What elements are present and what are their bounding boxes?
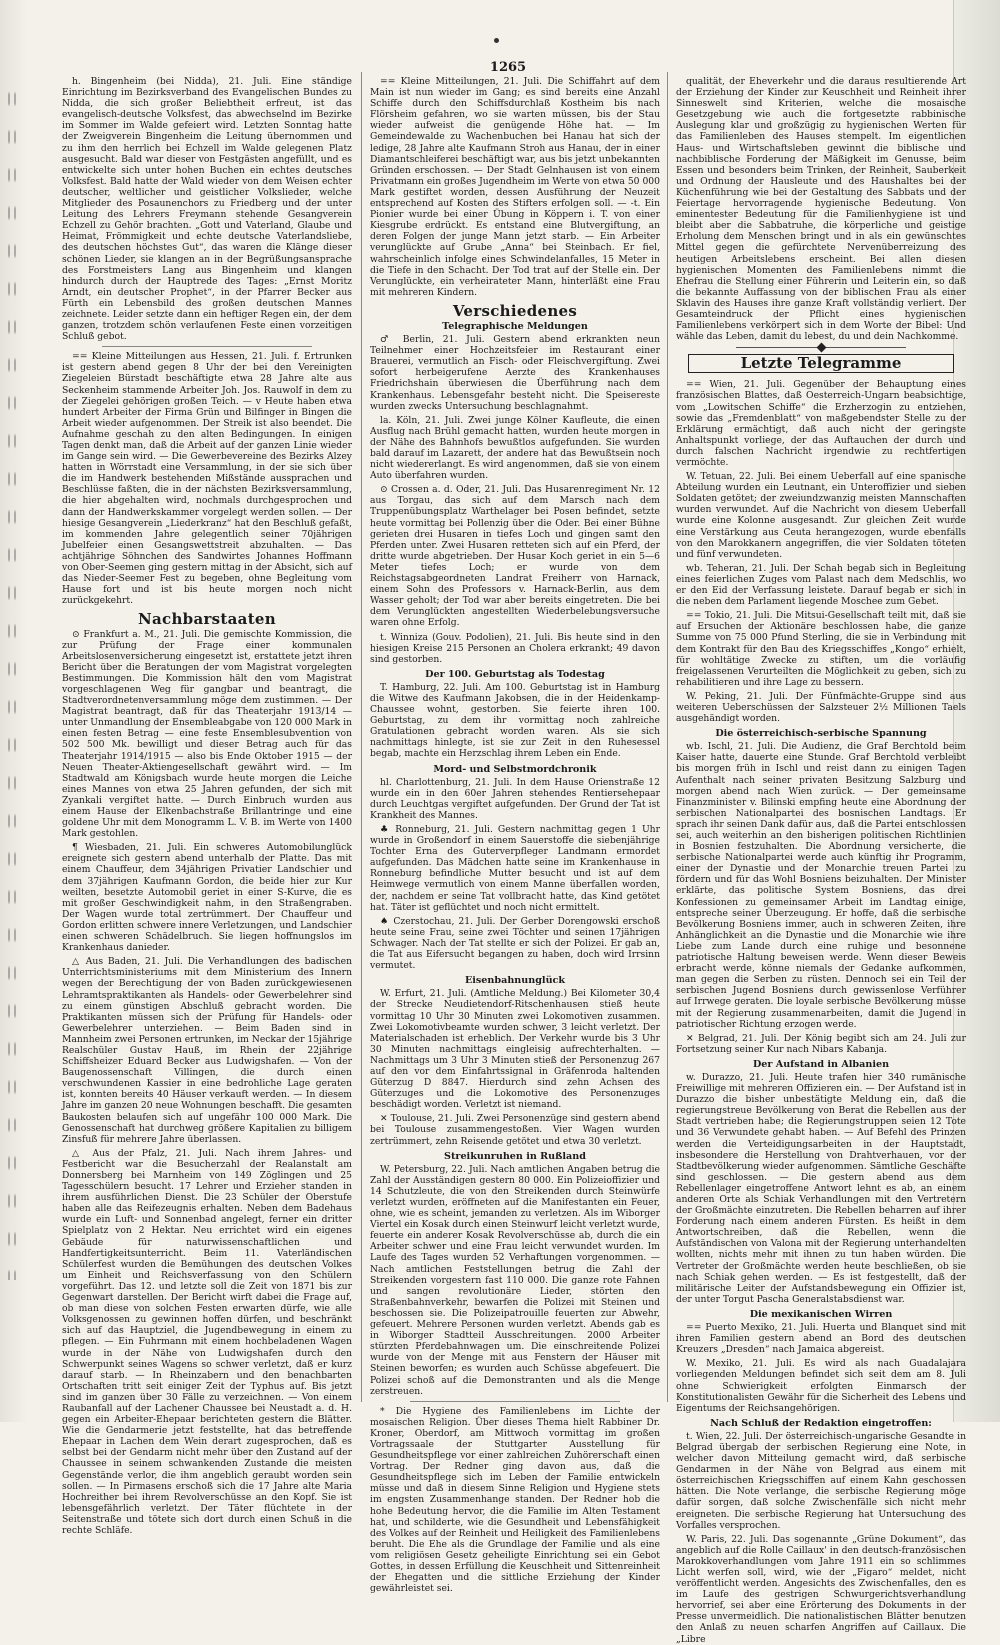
divider-diamond-icon — [817, 343, 827, 353]
article-crossen: ⊙ Crossen a. d. Oder, 21. Juli. Das Husarenregiment Nr. 12 aus Torgau, das sich auf dem Marsch nach dem Truppenübungsplatz Warthelager bei Posen befindet, setzte heute vormittag bei Pollenzig über die Oder. Bei einer Bühne gerieten drei Husaren in tiefes Loch und gingen samt den Pferden unter. Zwei Husaren retteten sich auf ein Pferd, der dritte wurde abgetrieben. Der Husar Koch geriet in ein 5—6 Meter tiefes Loch; er wurde von dem Reichstagsabgeordneten Landrat Freiherr von Harnack, einem Sohn des Professors v. Harnack-Berlin, aus dem Wasser geholt; der Tod war aber bereits eingetreten. Die bei dem Verunglückten angestellten Wiederbelebungsversuche waren ohne Erfolg. — [370, 484, 660, 629]
column-left — [62, 76, 352, 1536]
subheading-redaktionsschluss: Nach Schluß der Redaktion eingetroffen: — [710, 1417, 932, 1429]
column-rule — [667, 72, 668, 1402]
article-pfalz: △ Aus der Pfalz, 21. Juli. Nach ihrem Jahres- und Festbericht war die Besucherzahl der Realanstalt am Donnersberg bei Marnheim von 149 Zöglingen und 25 Tagesschülern besucht. 17 Lehrer und Erzieher standen in ihrem ausführlichen Dienst. Die 23 Schüler der Oberstufe haben alle das Reifezeugnis erhalten. Neben dem Badehaus wurde ein Luft- und Sonnenbad angelegt, ferner ein dritter Spielplatz von 2 Hektar. Neu errichtet wird ein eigenes Gebäude für naturwissenschaftlichen und Handfertigkeitsunterricht. Beim 11. Vaterländischen Schülerfest wurden die Bemühungen des deutschen Volkes um Einheit und Reichsverfassung von den Schülern vorgeführt. Das 12. und letzte soll die Zeit von 1871 bis zur Gegenwart darstellen. Der Bericht wirft dabei die Frage auf, ob man diese von solchen Festen erwarten dürfe, wie alle Volksgenossen zu gewinnen hoffen dürfen, und beschränkt sich auf das Hauptziel, die Jugendbewegung in einem zu pflegen. — Ein Fuhrmann mit einem hochbeladenen Wagen wurde in der Nähe von Ludwigshafen durch den Schwerpunkt seines Wagens so schwer verletzt, daß er kurz darauf starb. — In Rheinzabern und den benachbarten Ortschaften tritt seit einiger Zeit der Typhus auf. Bis jetzt sind im ganzen über 30 Fälle zu verzeichnen. — Von einem Raubanfall auf der Lachener Chaussee bei Neustadt a. d. H. gegen ein Arbeiter-Ehepaar berichteten gestern die Blätter. Wie die Gendarmerie jetzt feststellte, hat das betreffende Ehepaar in Lachen dem Wein derart zugesprochen, daß es selbst bei der Gendarm nicht mehr über den Zustand auf der Chaussee in seinem schwankenden Zustande die meisten Gegenstände verlor, die ihm angeblich geraubt worden sein sollen. — In Pirmasens erschoß sich die 17 Jahre alte Maria Hochreither bei ihrem Revolverschüsse an den Kopf. Sie ist lebensgefährlich verletzt. Der Täter flüchtete in der Seitenstraße und tötete sich dort durch einen Schuß in die rechte Schläfe. — [62, 1147, 352, 1536]
article-ischl: wb. Ischl, 21. Juli. Die Audienz, die Graf Berchtold beim Kaiser hatte, dauerte eine Stunde. Graf Berchtold verbleibt bis morgen früh in Ischl und reist dann zu einigen Tagen Aufenthalt nach seiner privaten Besitzung Salzburg und morgen abend nach Wien zurück. — Der gemeinsame Finanzminister v. Bilinski empfing heute eine Abordnung der serbischen Nationalpartei des bosnischen Landtags. Er sprach ihr seinen Dank dafür aus, daß die Partei entschlossen sei, auch weiterhin an den bisherigen politischen Richtlinien in Bosnien festzuhalten. Die Abordnung versicherte, die serbische Nationalpartei werde auch künftig ihr Programm, einer der Dynastie und der Monarchie treuen Partei zu fördern und für das Wohl Bosniens beizuhalten. Der Minister erklärte, das politische System Bosniens, das drei Konfessionen zu gemeinsamer Arbeit im Landtag einige, entspreche seiner Überzeugung. Er hoffe, daß die serbische Bevölkerung Bosniens immer, auch in schweren Zeiten, ihre Anhänglichkeit an die Dynastie und die Monarchie wie ihre Liebe zum Lande durch eine ruhige und besonnene patriotische Haltung beweisen werde. Wenn dieser Beweis erbracht werde, könne niemals der Gedanke aufkommen, man gegen die Serben zu rüsten. Dennoch sei ein Teil der serbischen Jugend Bosniens durch gewissenlose Verführer auf Irrwege geraten. Die loyale serbische Bevölkerung müsse mit der Regierung zusammenarbeiten, damit die Jugend in patriotischer Richtung erzogen werde. — [676, 741, 966, 1030]
article-paris: W. Paris, 22. Juli. Das sogenannte „Grüne Dokument“, das angeblich auf die Rolle Caillaux' in den deutsch-französischen Marokkoverhandlungen vom Jahre 1911 ein so schlimmes Licht werfen soll, wird, wie der „Figaro“ meldet, nicht veröffentlicht werden. Angesichts des Zwischenfalles, den es im Laufe des gestrigen Schwurgerichtsverhandlung hervorrief, sei aber eine Erörterung des Dokuments in der Presse unvermeidlich. Die nationalistischen Blätter benutzen den Anlaß zu neuen scharfen Angriffen auf Caillaux. Die „Libre — [676, 1533, 966, 1645]
binding-holes — [6, 80, 20, 1280]
article-baden: △ Aus Baden, 21. Juli. Die Verhandlungen des badischen Unterrichtsministeriums mit dem Ministerium des Innern wegen der Berechtigung der von Baden zurückgewiesenen Lehramtspraktikanten als Handels- oder Gewerbelehrer sind zu einem günstigen Abschluß gebracht worden. Die Praktikanten müssen sich der Prüfung für Handels- oder Gewerbelehrer unterziehen. — Beim Baden sind in Mannheim zwei Personen ertrunken, im Neckar der 15jährige Realschüler Gustav Hauß, im Rhein der 22jährige Schiffsheizer Eduard Becker aus Ludwigshafen. — Von der Baugenossenschaft Villingen, die durch einen verschwundenen Kassier in eine bedrohliche Lage geraten ist, konnten bereits 40 Häuser verkauft werden. — In diesem Jahre im ganzen 20 neue Wohnungen beschafft. Die gesamten Baukosten belaufen sich auf ungefähr 100 000 Mark. Die Genossenschaft hat durchweg größere Kapitalien zu billigem Zinsfuß für mehrere Jahre überlassen. — [62, 956, 352, 1145]
article-teheran: wb. Teheran, 21. Juli. Der Schah begab sich in Begleitung eines feierlichen Zuges vom Palast nach dem Medschlis, wo er den Eid der Verfassung leistete. Darauf begab er sich in die neben dem Parlament liegende Moschee zum Gebet. — [676, 562, 966, 608]
subheading-mexikanisch: Die mexikanischen Wirren — [749, 1308, 893, 1320]
subheading-mord: Mord- und Selbstmordchronik — [433, 763, 597, 775]
article-hygiene-continued: qualität, der Eheverkehr und die daraus resultierende Art der Erziehung der Kinder zur Keuschheit und Reinheit ihrer Sinneswelt sind Kriterien, welche die mosaische Gesetzgebung wie auch die fortgesetzte rabbinische Auslegung klar und großzügig zu hygienischen Werten für das Familienleben des Hauses stempelt. Im eigentlichen Haus- und Wirtschaftsleben gewinnt die biblische und nachbiblische Forderung der Mäßigkeit im Genusse, beim Essen und besonders beim Trinken, der Reinheit, Sauberkeit und Ordnung der Hausleute und des Haushaltes bei der Küchenführung wie bei der Gestaltung des Sabbats und der Feiertage hervorragende hygienische Bedeutung. Von eminentester Bedeutung für die Familienhygiene ist und bleibt aber die Sabbatruhe, die körperliche und geistige Erholung dem Menschen bringt und in als ein gewünschtes Mittel gegen die gefürchtete Nervenüberreizung des heutigen Arbeitslebens erscheint. Bei allen diesen hygienischen Momenten des Familienlebens nimmt die Ehefrau die Stellung einer Führerin und Leiterin ein, so daß die bekannte Auffassung von der biblischen Frau als einer Sklavin des Hauses ihre ganze Kraft vollständig verliert. Der Gesamteindruck der Pflicht eines hygienischen Familienlebens verkörpert sich in dem Worte der Bibel: Und wähle das Leben, damit du lebest, du und dein Nachkomme. — [676, 76, 966, 343]
article-tokio: == Tokio, 21. Juli. Die Mitsui-Gesellschaft teilt mit, daß sie auf Ersuchen der Aktionäre beschlossen habe, die ganze Summe von 75 000 Pfund Sterling, die sie in Verbindung mit dem Kontrakt für den Bau des Kriegsschiffes „Kongo“ erhielt, für wohltätige Zwecke zu stiften, um die vorläufig freigelassenen Verurteilten die Möglichkeit zu geben, sich zu rehabilitieren und ihre Lage zu bessern. — [676, 610, 966, 688]
article-puerto-mexiko: == Puerto Mexiko, 21. Juli. Huerta und Blanquet sind mit ihren Familien gestern abend an Bord des deutschen Kreuzers „Dresden“ nach Jamaica abgereist. — [676, 1322, 966, 1356]
column-right — [676, 76, 966, 1645]
section-divider — [736, 347, 906, 348]
article-koeln: la. Köln, 21. Juli. Zwei junge Kölner Kaufleute, die einen Ausflug nach Brühl gemacht hatten, wurden heute morgen in der Nähe des Bahnhofs bewußtlos aufgefunden. Sie wurden bald darauf im Lazarett, der andere hat das Bewußtsein noch nicht wiedererlangt. Es wird angenommen, daß sie von einem Auto überfahren wurden. — [370, 414, 660, 482]
article-tetuan: W. Tetuan, 22. Juli. Bei einem Ueberfall auf eine spanische Abteilung wurden ein Leutnant, ein Unteroffizier und sieben Soldaten getötet; der zweiundzwanzig meisten Mannschaften wurden verwundet. Auf die Nachricht von diesem Ueberfall wurde eine Kolonne ausgesandt. Zur gleichen Zeit wurde eine Verstärkung aus Ceuta herangezogen, wurde ebenfalls von den Marokkanern angegriffen, die vier Soldaten töteten und fünf verwundeten. — [676, 471, 966, 560]
subheading-albanien: Der Aufstand in Albanien — [752, 1058, 890, 1070]
article-czerstochau: ♠ Czerstochau, 21. Juli. Der Gerber Dorengowski erschoß heute seine Frau, seine zwei Töchter und seinen 17jährigen Schwager. Nach der Tat stellte er sich der Polizei. Er gab an, die Tat aus Eifersucht begangen zu haben, doch wird Irrsinn vermutet. — [370, 915, 660, 972]
section-heading-letzte-telegramme: Letzte Telegramme — [688, 354, 954, 373]
article-kleine-mitteilungen: == Kleine Mitteilungen, 21. Juli. Die Schiffahrt auf dem Main ist nun wieder im Gang; es sind bereits eine Anzahl Schiffe durch den Schiffsdurchlaß Kostheim bis nach Flörsheim gefahren, wo sie warten müssen, bis der Stau wieder aufweist die genügende Höhe hat. — Im Gemeindewalde zu Wachenbuchen bei Hanau hat sich der ledige, 28 Jahre alte Kaufmann Stroh aus Hanau, der in einer Diamantschleiferei beschäftigt war, aus bis jetzt unbekannten Gründen erschossen. — Der Stadt Gelnhausen ist von einem Privatmann ein großes Jugendheim im Werte von etwa 50 000 Mark gestiftet worden, dessen Ausführung der Neuzeit entsprechend auf Kosten des Stifters erfolgen soll. — -t. Ein Pionier wurde bei einer Übung in Köppern i. T. von einer Kiesgrube erdrückt. Es entstand eine Blutvergiftung, an deren Folgen der junge Mann jetzt starb. — Ein Arbeiter verunglückte auf Grube „Anna“ bei Steinbach. Er fiel, wahrscheinlich infolge eines Schwindelanfalles, 15 Meter in die Tiefe in den Schacht. Der Tod trat auf der Stelle ein. Der Verunglückte, ein verheirateter Mann, hinterläßt eine Frau mit mehreren Kindern. — [370, 76, 660, 298]
subheading-streikunruhen: Streikunruhen in Rußland — [444, 1150, 586, 1162]
subheading-geburtstag: Der 100. Geburtstag als Todestag — [425, 668, 605, 680]
article-durazzo: w. Durazzo, 21. Juli. Heute trafen hier 340 rumänische Freiwillige mit mehreren Offizieren ein. — Der Aufstand ist in Durazzo die bisher unbestätigte Meldung ein, daß die regierungstreue Bevölkerung von Berat die Rebellen aus der Stadt vertrieben habe; die Regierungstruppen seien 12 Tote und 36 Verwundete gehabt haben. — Auf Befehl des Prinzen werden die Verteidigungsarbeiten in der Hauptstadt, insbesondere die Herstellung von Drahtverhauen, vor der Stadtbevölkerung wieder aufgenommen. Sämtliche Geschäfte sind geschlossen. — Die gestern abend aus dem Rebellenlager eingetroffene Antwort lehnt es ab, an einem anderen Orte als Schiak Verhandlungen mit den Vertretern der Großmächte einzutreten. Die Rebellen beharren auf ihrer Forderung nach einem anderen Fürsten. Es heißt in dem Antwortschreiben, daß die Rebellen, wenn die Aufständischen von Valona mit der Regierung unterhandelten wollten, nichts mehr mit ihnen zu tun haben würden. Die Vertreter der Großmächte werden heute beschließen, ob sie nach Schiak gehen werden. — Es ist festgestellt, daß der militärische Leiter der Aufstandsbewegung ein Offizier ist, der unter Torgut Pascha Generalstabsdienst war. — [676, 1071, 966, 1305]
column-middle — [370, 76, 660, 1595]
article-winniza: t. Winniza (Gouv. Podolien), 21. Juli. Bis heute sind in den hiesigen Kreise 215 Personen an Cholera erkrankt; 49 davon sind gestorben. — [370, 631, 660, 665]
section-heading-nachbarstaaten: Nachbarstaaten — [138, 610, 276, 629]
article-belgrad: ✕ Belgrad, 21. Juli. Der König begibt sich am 24. Juli zur Fortsetzung seiner Kur nach Nibars Kabanja. — [676, 1032, 966, 1055]
article-mexiko: W. Mexiko, 21. Juli. Es wird als nach Guadalajara vorliegenden Meldungen befindet sich seit dem am 8. Juli ohne Schwierigkeit erfolgten Einmarsch der Konstitutionalisten Gewähr für die Sicherheit des Lebens und Eigentums der Reichsangehörigen. — [676, 1358, 966, 1414]
section-heading-verschiedenes: Verschiedenes — [452, 301, 578, 320]
article-wien: == Wien, 21. Juli. Gegenüber der Behauptung eines französischen Blattes, daß Oesterreich-Ungarn beabsichtige, vom „Lowitschen Schiffe“ die Erzherzogin zu entziehen, sowie das „Fremdenblatt“ von maßgebendster Stelle zu der Erklärung ermächtigt, daß auch nicht der geringste Anhaltspunkt vorliege, der das Auftauchen der durch und durch falschen Nachricht irgendwie zu rechtfertigen vermöchte. — [676, 379, 966, 468]
subheading-spannung: Die österreichisch-serbische Spannung — [715, 728, 927, 740]
article-erfurt: W. Erfurt, 21. Juli. (Amtliche Meldung.) Bei Kilometer 30,4 der Strecke Neudietendorf-Ritschenhausen stieß heute vormittag 10 Uhr 30 Minuten zwei Lokomotiven zusammen. Zwei Lokomotivbeamte wurden schwer, 3 leicht verletzt. Der Materialschaden ist erheblich. Der Verkehr wurde bis 3 Uhr 30 Minuten nachmittags eingleisig aufrechterhalten. — Nachmittags um 3 Uhr 3 Minuten stieß der Personenzug 267 auf den vor dem Einfahrtssignal in Gräfenroda haltenden Güterzug D 8847. Hierdurch sind zehn Achsen des Güterzuges und die Lokomotive des Personenzuges beschädigt worden. Verletzt ist niemand. — [370, 988, 660, 1111]
article-frankfurt: ⊙ Frankfurt a. M., 21. Juli. Die gemischte Kommission, die zur Prüfung der Frage einer kommunalen Arbeitslosenversicherung eingesetzt ist, erstattete jetzt ihren Bericht über die Beratungen der vom Magistrat vorgelegten Bestimmungen. Die Kommission hält den vom Magistrat vorgeschlagenen Weg für gangbar und beantragt, die Stadtverordnetenversammlung möge dem zustimmen. — Der Magistrat beantragt, daß für das Theaterjahr 1913/14 — unter Unmandlung der Ensembleabgabe von 120 000 Mark in einen festen Betrag — eine feste Ensemblesubvention von 502 500 Mk. bewilligt und dieser Betrag auch für das Theaterjahr 1914/1915 — also bis Ende Oktober 1915 — der Neuen Theater-Aktiengesellschaft gewährt wird. — Im Stadtwald am Königsbach wurde heute morgen die Leiche eines Mannes von etwa 25 Jahren gefunden, der sich mit Zyankali vergiftet hatte. — Durch Einbruch wurden aus einem Hause der Elkenbachstraße Brillantringe und eine goldene Uhr mit dem Monogramm L. V. B. im Werte von 1400 Mark gestohlen. — [62, 628, 352, 840]
article-petersburg: W. Petersburg, 22. Juli. Nach amtlichen Angaben betrug die Zahl der Ausständigen gestern 80 000. Ein Polizeioffizier und 14 Schutzleute, die von den Streikenden durch Steinwürfe verletzt wurden, eröffneten auf die Manifestanten ein Feuer, ohne, wie es scheint, jemanden zu verletzen. Als im Wiborger Viertel ein Kosak durch einen Steinwurf leicht verletzt wurde, feuerte ein anderer Kosak Revolverschüsse ab, durch die ein Arbeiter schwer und eine Frau leicht verwundet wurden. Im Laufe des Tages wurden 52 Verhaftungen vorgenommen. — Nach amtlichen Feststellungen betrug die Zahl der Streikenden vorgestern fast 110 000. Die ganze rote Fahnen und sangen revolutionäre Lieder, störten den Straßenbahnverkehr, bewarfen die Polizei mit Steinen und beschossen sie. Die Polizeipatrouille feuerten zur Abwehr, gefeuert. Mehrere Personen wurden verletzt. Abends gab es in Wiborger Stadtteil Ausschreitungen. 2000 Arbeiter stürzten Pferdebahnwagen um. Die einschreitende Polizei wurde von der Menge mit aus Fenstern der Häuser mit Steinen beworfen; es wurden auch Schüsse abgefeuert. Die Polizei schoß auf die Demonstranten und als die Menge zerstreuen. — [370, 1163, 660, 1397]
article-wien-note: t. Wien, 22. Juli. Der österreichisch-ungarische Gesandte in Belgrad übergab der serbischen Regierung eine Note, in welcher davon Mitteilung gemacht wird, daß serbische Gendarmen in der Nähe von Belgrad aus einem mit österreichischen Kriegsschiffen auf einem Kahn geschossen hätten. Die Note verlange, die serbische Regierung möge dafür sorgen, daß solche Zwischenfälle sich nicht mehr ereigneten. Die serbische Regierung hat Untersuchung des Vorfalles versprochen. — [676, 1430, 966, 1531]
article-hygiene: * Die Hygiene des Familienlebens im Lichte der mosaischen Religion. Über dieses Thema hielt Rabbiner Dr. Kroner, Oberdorf, am Mittwoch vormittag im großen Vortragssaale der Stuttgarter Ausstellung für Gesundheitspflege vor einer zahlreichen Zuhörerschaft einen Vortrag. Der Redner ging davon aus, daß die Gesundheitspflege sich im Leben der Familie entwickeln müsse und daß in diesem Sinne Religion und Hygiene stets im engsten Zusammenhange standen. Der Redner hob die hohe Bedeutung hervor, die die Familie im Alten Testament hat, und schilderte, wie die Gesundheit und Lebensfähigkeit des Volkes auf der Reinheit und Heiligkeit des Familienlebens beruht. Die Ehe als die Grundlage der Familie und als eine vom religiösen Gesetz geheiligte Einrichtung sei ein Gebot Gottes, in dessen Erfüllung die Keuschheit und Sittenreinheit der Ehegatten und die sittliche Erziehung der Kinder gewährleistet sei. — [370, 1405, 660, 1595]
subheading-eisenbahn: Eisenbahnunglück — [464, 975, 566, 987]
article-peking: W. Peking, 21. Juli. Der Fünfmächte-Gruppe sind aus weiteren Ueberschüssen der Salzsteuer 2½ Millionen Taels ausgehändigt worden. — [676, 690, 966, 725]
subheading-telegraphische: Telegraphische Meldungen — [442, 320, 588, 332]
article-charlottenburg: hl. Charlottenburg, 21. Juli. In dem Hause Orienstraße 12 wurde ein in den 60er Jahren stehendes Rentiersehepaar durch Leuchtgas vergiftet aufgefunden. Der Grund der Tat ist Krankheit des Mannes. — [370, 776, 660, 821]
column-rule — [361, 72, 362, 1402]
article-ronneburg: ♣ Ronneburg, 21. Juli. Gestern nachmittag gegen 1 Uhr wurde in Großendorf in einem Sauerstoffe die siebenjährige Tochter Erna des Guterverpfleger Landmann ermordet aufgefunden. Das Mädchen hatte seine im Krankenhause in Ronneburg befindliche Mutter besucht und ist auf dem Heimwege vermutlich von einem Manne überfallen worden, der, nachdem er seine Tat vollbracht hatte, das Kind getötet hat. Täter ist geflüchtet und noch nicht ermittelt. — [370, 824, 660, 913]
article-divider — [102, 346, 312, 347]
article-toulouse: ✕ Toulouse, 21. Juli. Zwei Personenzüge sind gestern abend bei Toulouse zusammengestoßen. Vier Wagen wurden zertrümmert, zehn Reisende getötet und etwa 30 verletzt. — [370, 1113, 660, 1147]
article-divider — [410, 1401, 620, 1402]
article-bingenheim: h. Bingenheim (bei Nidda), 21. Juli. Eine ständige Einrichtung im Bezirksverband des Evangelischen Bundes zu Nidda, die sich großer Beliebtheit erfreut, ist das evangelisch-deutsche Volksfest, das abwechselnd im Bezirke im Sommer im Walde gefeiert wird. Letzten Sonntag hatte der Zweigverein Bingenheim die Leitung übernommen und zu ihm den herrlich bei Echzell im Walde gelegenen Platz ausgesucht. Bald war dieser von Festgästen angefüllt, und es entwickelte sich unter hohen Buchen ein echtes deutsches Volksfest. Bald hatte der Wald wieder von dem Weisen echter deutscher, weltlicher und geistlicher Volkslieder, welche Mitglieder des Posaunenchors zu Friedberg und der unter Leitung des Lehrers Freymann stehende Gesangverein Echzell zu Gehör brachten. „Gott und Vaterland, Glaube und Heimat, Frömmigkeit und echte deutsche Vaterlandsliebe, des deutschen höchstes Gut“, das waren die Klänge dieser schönen Lieder, sie klangen an in der Begrüßungsansprache des Forstmeisters Lang aus Bingenheim und klangen hindurch durch der Hauptrede des Tages: „Ernst Moritz Arndt, ein deutscher Prophet“, in der Pfarrer Becker aus Fürth ein Lebensbild des großen deutschen Mannes zeichnete. Leider setzte dann ein heftiger Regen ein, der dem ganzen, trotzdem schön verlaufenen Feste einen vorzeitigen Schluß gebot. — [62, 76, 352, 343]
article-hamburg: T. Hamburg, 22. Juli. Am 100. Geburtstag ist in Hamburg die Witwe des Kaufmann Jakobsen, die in der Heidenkamp-Chaussee wohnt, gestorben. Sie feierte ihren 100. Geburtstag, zu dem ihr vormittag noch zahlreiche Gratulationen gebracht worden waren. Als sie sich nachmittags hinlegte, ist sie zur Zeit in den Ruhesessel begab, machte ein Herzschlag ihrem Leben ein Ende. — [370, 681, 660, 760]
article-berlin: ♂ Berlin, 21. Juli. Gestern abend erkrankten neun Teilnehmer einer Hochzeitsfeier im Restaurant einer Brauerei, vermutlich an Fisch- oder Fleischvergiftung. Zwei sofort herbeigerufene Aerzte des Krankenhauses Friedrichshain überwiesen die Überführung nach dem Krankenhaus. Lebensgefahr besteht nicht. Die Speisereste wurden zwecks Untersuchung beschlagnahmt. — [370, 334, 660, 412]
article-hessen: == Kleine Mitteilungen aus Hessen, 21. Juli. f. Ertrunken ist gestern abend gegen 8 Uhr der bei den Vereinigten Ziegeleien Bürstadt beschäftigte etwa 28 Jahre alte aus Seckenheim stammende Arbeiter Joh. Jos. Rauwolf in dem zu der Ziegelei gehörigen großen Teich. — v Heute haben etwa hundert Arbeiter der Firma Grün und Bilfinger in Bingen die Arbeit wieder aufgenommen. Der Streik ist also beendet. Die Aufnahme geschah zu den alten Bedingungen. In einigen Tagen denkt man, daß die Arbeit auf der ganzen Linie wieder im Gange sein wird. — Die Gewerbevereine des Bezirks Alzey hatten in Wörrstadt eine Versammlung, in der sie sich über die im Handwerk bestehenden Mißstände aussprachen und Beschlüsse faßten, die in der nächsten Bezirksversammlung, die hier abgehalten wird, nochmals durchgesprochen und dann der Handwerkskammer vorgelegt werden sollen. — Der hiesige Gesangverein „Liederkranz“ hat den Beschluß gefaßt, im kommenden Jahre gelegentlich seiner 70jährigen Jubelfeier einen Gesangswettstreit abzuhalten. — Das achtjährige Söhnchen des Sandwirtes Johannes Hoffmann von Ober-Seemen ging gestern mittag in der Absicht, sich auf das Nieder-Seemer Fest zu begeben, ohne Begleitung vom Hause fort und ist bis heute morgen noch nicht zurückgekehrt. — [62, 351, 352, 607]
page-mark — [494, 38, 499, 43]
article-wiesbaden: ¶ Wiesbaden, 21. Juli. Ein schweres Automobilunglück ereignete sich gestern abend unterhalb der Platte. Das mit einem Chauffeur, dem 34jährigen Privatier Landschier und dem 37jährigen Kaufmann Gordon, die beide hier zur Kur weilten, besetzte Automobil geriet in einer S-Kurve, die es mit großer Geschwindigkeit nahm, in den Straßengraben. Der Wagen wurde total zertrümmert. Der Chauffeur und Gordon erlitten schwere innere Verletzungen, und Landschier einen schweren Schädelbruch. Sie liegen hoffnungslos im Krankenhaus danieder. — [62, 842, 352, 954]
page-number: 1265 — [489, 60, 527, 75]
